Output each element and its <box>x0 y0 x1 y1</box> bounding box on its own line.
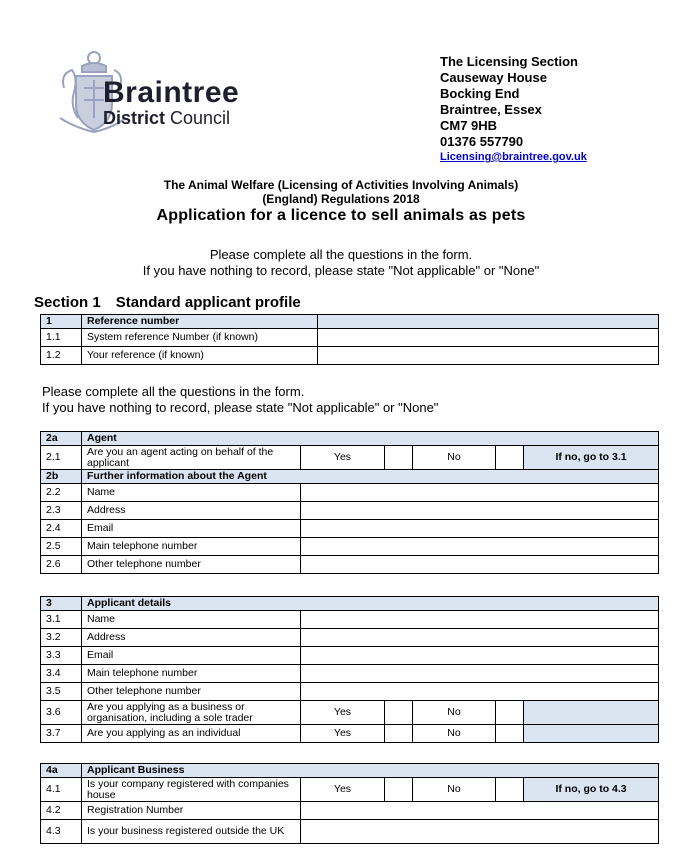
instructions-repeat: Please complete all the questions in the form. If you have nothing to record, please state "Not applicable" or "None" <box>42 384 439 415</box>
applicant-name-input[interactable] <box>301 611 659 629</box>
table-row: 4.1 Is your company registered with companies house Yes No If no, go to 4.3 <box>41 778 659 802</box>
companies-house-no-checkbox[interactable] <box>496 778 524 802</box>
page-title: Application for a licence to sell animals as pets <box>156 207 526 224</box>
table-row: 3.4 Main telephone number <box>41 665 659 683</box>
your-reference-input[interactable] <box>318 347 659 365</box>
logo-wordmark: Braintree <box>103 76 240 109</box>
address-line: Bocking End <box>440 86 520 101</box>
table-row: 1.1 System reference Number (if known) <box>41 329 659 347</box>
applicant-address-input[interactable] <box>301 629 659 647</box>
address-line: Braintree, Essex <box>440 102 542 117</box>
registration-number-input[interactable] <box>301 802 659 820</box>
agent-address-input[interactable] <box>301 502 659 520</box>
agent-other-phone-input[interactable] <box>301 556 659 574</box>
business-yes-checkbox[interactable] <box>385 701 413 725</box>
table-header-row: 2b Further information about the Agent <box>41 470 659 484</box>
agent-yes-checkbox[interactable] <box>385 446 413 470</box>
address-line: CM7 9HB <box>440 118 498 133</box>
table-row: 2.5 Main telephone number <box>41 538 659 556</box>
system-reference-input[interactable] <box>318 329 659 347</box>
applicant-table <box>40 596 659 743</box>
table-row: 3.7 Are you applying as an individual Yes No <box>41 725 659 743</box>
table-row: 2.3 Address <box>41 502 659 520</box>
logo-subtitle: District Council <box>103 108 231 128</box>
table-row: 3.1 Name <box>41 611 659 629</box>
instructions: Please complete all the questions in the form. If you have nothing to record, please state "Not applicable" or "None" <box>142 247 540 278</box>
table-row: 2.1 Are you an agent acting on behalf of the applicant Yes No If no, go to 3.1 <box>41 446 659 470</box>
table-row: 1.2 Your reference (if known) <box>41 347 659 365</box>
table-header-row: 4a Applicant Business <box>41 764 659 778</box>
licensing-address <box>440 54 587 164</box>
table-row: 4.3 Is your business registered outside the UK <box>41 820 659 844</box>
agent-name-input[interactable] <box>301 484 659 502</box>
table-row: 3.3 Email <box>41 647 659 665</box>
regulation-title: The Animal Welfare (Licensing of Activities Involving Animals) (England) Regulations 2018 <box>163 178 519 206</box>
individual-no-checkbox[interactable] <box>496 725 524 743</box>
phone-number: 01376 557790 <box>440 134 524 149</box>
companies-house-yes-checkbox[interactable] <box>385 778 413 802</box>
address-line: The Licensing Section <box>440 54 578 69</box>
business-no-checkbox[interactable] <box>496 701 524 725</box>
table-row: 4.2 Registration Number <box>41 802 659 820</box>
business-table <box>40 763 659 844</box>
table-row: 3.6 Are you applying as a business or organisation, including a sole trader Yes No <box>41 701 659 725</box>
table-row: 2.4 Email <box>41 520 659 538</box>
table-row: 3.5 Other telephone number <box>41 683 659 701</box>
table-row: 2.2 Name <box>41 484 659 502</box>
outside-uk-answer[interactable] <box>301 820 659 844</box>
table-header-row: 1 Reference number <box>41 315 659 329</box>
council-logo <box>56 46 266 136</box>
section-heading: Section 1 Standard applicant profile <box>34 294 301 311</box>
reference-table <box>40 314 659 365</box>
table-row: 2.6 Other telephone number <box>41 556 659 574</box>
individual-yes-checkbox[interactable] <box>385 725 413 743</box>
agent-no-checkbox[interactable] <box>496 446 524 470</box>
table-row: 3.2 Address <box>41 629 659 647</box>
table-header-row: 2a Agent <box>41 432 659 446</box>
table-header-row: 3 Applicant details <box>41 597 659 611</box>
email-link[interactable]: Licensing@braintree.gov.uk <box>440 151 587 163</box>
applicant-email-input[interactable] <box>301 647 659 665</box>
agent-email-input[interactable] <box>301 520 659 538</box>
applicant-other-phone-input[interactable] <box>301 683 659 701</box>
applicant-main-phone-input[interactable] <box>301 665 659 683</box>
agent-table <box>40 431 659 574</box>
agent-main-phone-input[interactable] <box>301 538 659 556</box>
address-line: Causeway House <box>440 70 547 85</box>
